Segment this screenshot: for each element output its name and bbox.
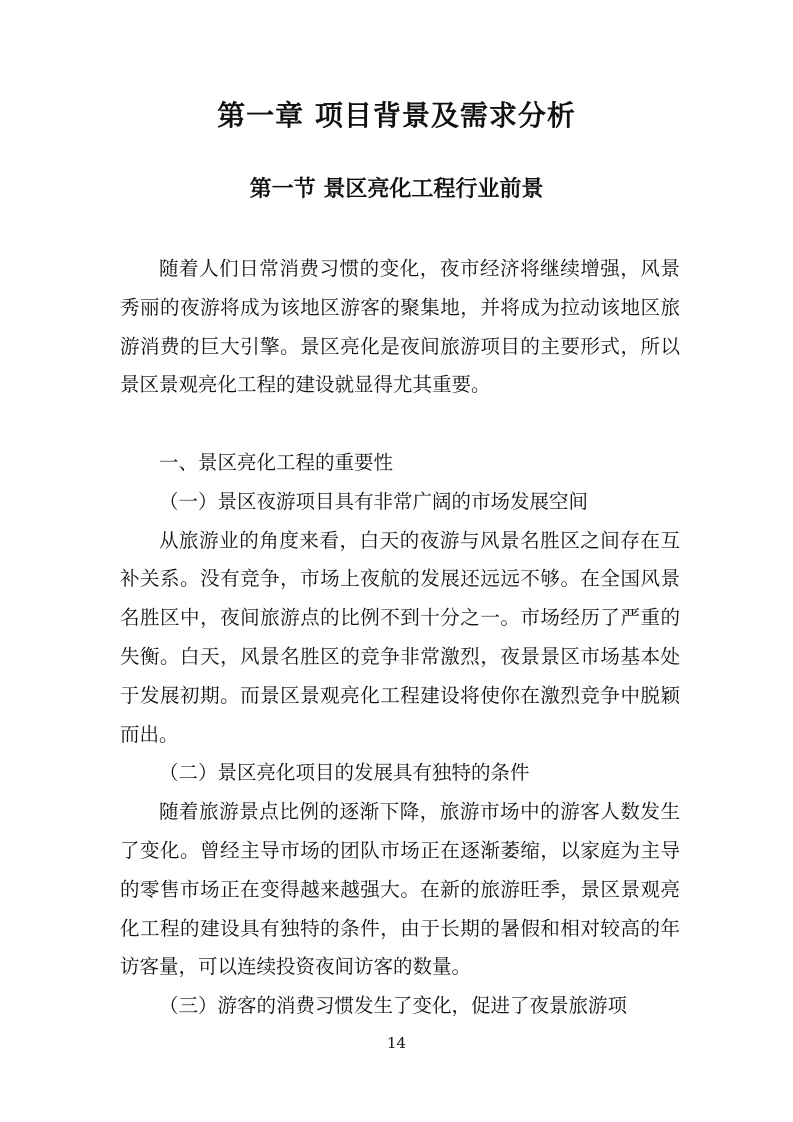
paragraph-spacer [120,405,680,444]
document-body [120,250,680,1026]
chapter-title: 第一章 项目背景及需求分析 [217,99,576,132]
subsection-heading-importance: 一、景区亮化工程的重要性 [159,450,394,474]
item-heading-market-space: （一）景区夜游项目具有非常广阔的市场发展空间 [159,489,589,513]
item-heading-unique-conditions: （二）景区亮化项目的发展具有独特的条件 [159,761,530,785]
item-paragraph-market-space: 从旅游业的角度来看，白天的夜游与风景名胜区之间存在互补关系。没有竞争，市场上夜航的发展还远远不够。在全国风景名胜区中，夜间旅游点的比例不到十分之一。市场经历了严重的失衡。白天，风景名胜区的竞争非常激烈，夜景景区市场基本处于发展初期。而景区景观亮化工程建设将使你在激烈竞争中脱颖而出。 [120,528,680,746]
intro-paragraph: 随着人们日常消费习惯的变化，夜市经济将继续增强，风景秀丽的夜游将成为该地区游客的聚集地，并将成为拉动该地区旅游消费的巨大引擎。景区亮化是夜间旅游项目的主要形式，所以景区景观亮化工程的建设就显得尤其重要。 [120,257,680,397]
item-heading-consumption-habits: （三）游客的消费习惯发生了变化，促进了夜景旅游项 [159,994,628,1018]
item-paragraph-unique-conditions: 随着旅游景点比例的逐渐下降，旅游市场中的游客人数发生了变化。曾经主导市场的团队市场正在逐渐萎缩，以家庭为主导的零售市场正在变得越来越强大。在新的旅游旺季，景区景观亮化工程的建设具有独特的条件，由于长期的暑假和相对较高的年访客量，可以连续投资夜间访客的数量。 [120,800,680,979]
section-title: 第一节 景区亮化工程行业前景 [249,177,544,202]
page-number: 14 [386,1034,407,1052]
